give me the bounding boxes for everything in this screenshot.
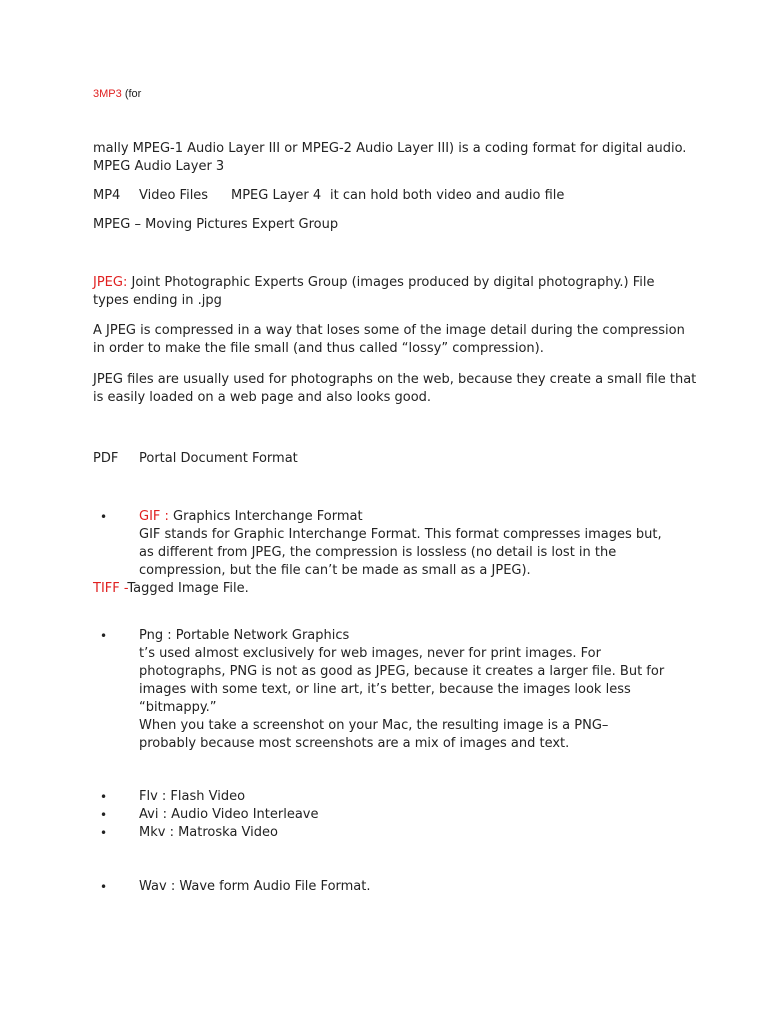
tiff-line [93, 580, 249, 598]
png-line-4: “bitmappy.” [139, 700, 217, 715]
png-title: Png : Portable Network Graphics [139, 628, 350, 643]
jpeg-definition-line-2: types ending in .jpg [93, 293, 222, 308]
mpeg-line: MPEG – Moving Pictures Expert Group [93, 217, 339, 232]
gif-title: Graphics Interchange Format [173, 509, 363, 524]
png-line-3: images with some text, or line art, it’s better, because the images look less [139, 682, 631, 697]
bullet-mkv: • [100, 826, 108, 840]
bullet-png: • [100, 629, 108, 643]
jpeg-paragraph-1-line-2: in order to make the file small (and thus called “lossy” compression). [93, 341, 544, 356]
mp3-line-2: MPEG Audio Layer 3 [93, 159, 225, 174]
pdf-name: PDF [93, 451, 119, 466]
header-suffix: (for [124, 88, 142, 100]
gif-label: GIF : [139, 509, 169, 524]
bullet-flv: • [100, 790, 108, 804]
bullet-gif: • [100, 510, 108, 524]
mp3-line-1: mally MPEG-1 Audio Layer III or MPEG-2 Audio Layer III) is a coding format for digital audio. [93, 141, 687, 156]
header-line [93, 85, 141, 103]
list-item-mkv: Mkv : Matroska Video [139, 825, 278, 840]
list-item-wav: Wav : Wave form Audio File Format. [139, 879, 371, 894]
gif-title-line [139, 508, 363, 526]
jpeg-label: JPEG: [93, 275, 128, 290]
mp4-layer: MPEG Layer 4 [231, 188, 322, 203]
jpeg-paragraph-2-line-2: is easily loaded on a web page and also looks good. [93, 390, 432, 405]
pdf-line [93, 450, 298, 468]
tiff-label: TIFF - [93, 581, 128, 596]
list-item-avi: Avi : Audio Video Interleave [139, 807, 319, 822]
tiff-desc: Tagged Image File. [127, 581, 249, 596]
mp4-name: MP4 [93, 188, 121, 203]
mp4-type: Video Files [139, 188, 209, 203]
png-line-6: probably because most screenshots are a mix of images and text. [139, 736, 570, 751]
png-line-2: photographs, PNG is not as good as JPEG, because it creates a larger file. But for [139, 664, 665, 679]
jpeg-definition: Joint Photographic Experts Group (images produced by digital photography.) File [131, 275, 655, 290]
list-item-flv: Flv : Flash Video [139, 789, 246, 804]
pdf-desc: Portal Document Format [139, 451, 298, 466]
mp4-line [93, 187, 564, 205]
bullet-avi: • [100, 808, 108, 822]
header-prefix: 3MP3 [93, 88, 122, 100]
png-line-5: When you take a screenshot on your Mac, the resulting image is a PNG– [139, 718, 609, 733]
jpeg-paragraph-1-line-1: A JPEG is compressed in a way that loses some of the image detail during the compression [93, 323, 685, 338]
gif-line-3: compression, but the file can’t be made as small as a JPEG). [139, 563, 531, 578]
png-line-1: t’s used almost exclusively for web images, never for print images. For [139, 646, 601, 661]
bullet-wav: • [100, 880, 108, 894]
mp4-desc: it can hold both video and audio file [330, 188, 565, 203]
jpeg-definition-line-1 [93, 274, 654, 292]
jpeg-paragraph-2-line-1: JPEG files are usually used for photographs on the web, because they create a small file that [93, 372, 697, 387]
gif-line-1: GIF stands for Graphic Interchange Format. This format compresses images but, [139, 527, 662, 542]
gif-line-2: as different from JPEG, the compression is lossless (no detail is lost in the [139, 545, 617, 560]
